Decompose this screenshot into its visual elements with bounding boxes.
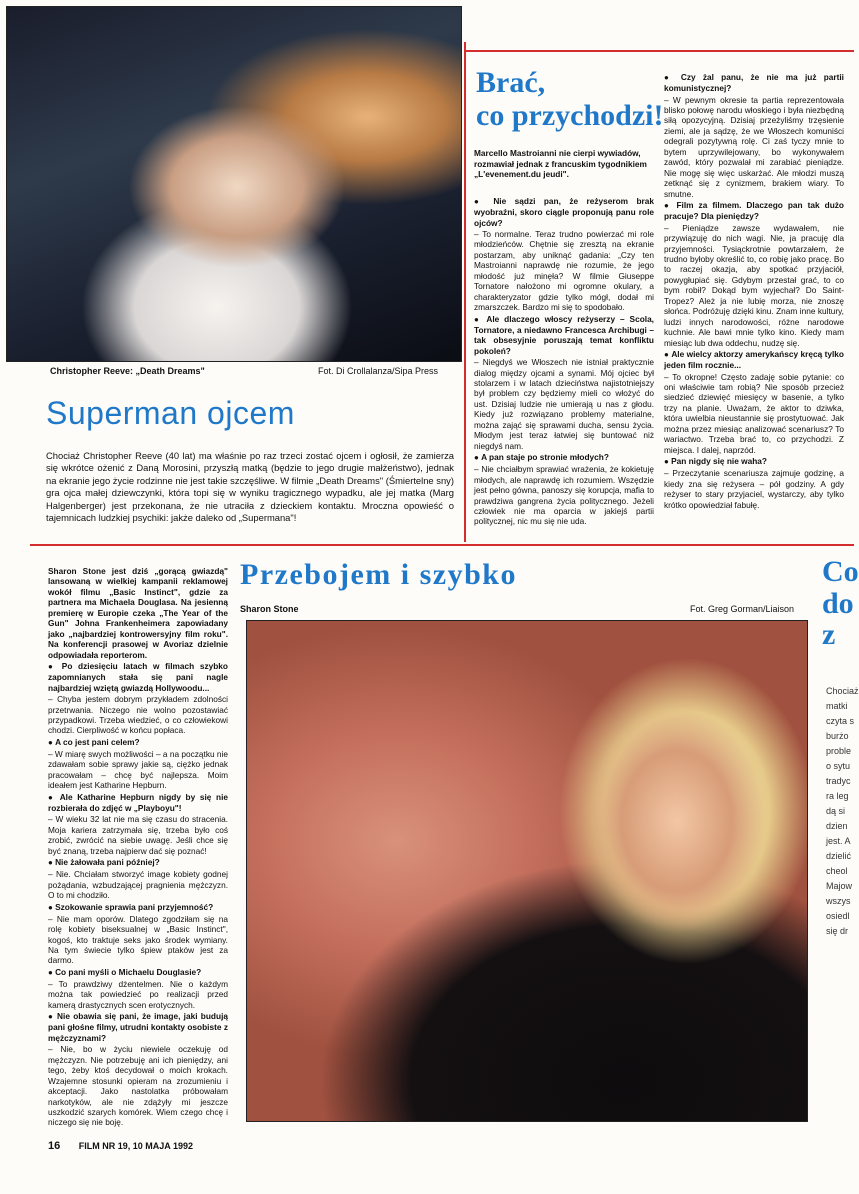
interview-answer: – W pewnym okresie ta partia reprezentowała blisko połowę narodu włoskiego i była niezbędną siłą opozycyjną. Dzisiaj przeżyliśmy trzęsienie ziemi, ale ja sądzę, że we Włoszech komuniści odegrali pozytywną rolę. Ci zaś tyczy mnie to bytem uprzywilejowany, bo wykonywałem zawód, który pozwalał mi zarabiać pieniądze. Nie mogę się więc uskarżać. Ale młodzi muszą zetknąć się z cynizmem, brakiem wiary. To smutne. <box>664 94 844 199</box>
interview-question: ● Ale Katharine Hepburn nigdy by się nie rozbierała do zdjęć w „Playboyu"! <box>48 792 228 814</box>
interview-question: ● Nie żałowała pani później? <box>48 857 228 868</box>
fragment-line: się dr <box>826 926 849 936</box>
page-footer <box>48 1140 193 1152</box>
fragment-line: ra leg <box>826 791 849 801</box>
fragment-line: osiedl <box>826 911 850 921</box>
sharon-stone-photo <box>246 620 808 1122</box>
next-article-headline-fragment <box>822 555 859 651</box>
reeve-photo-credit: Fot. Di Crollalanza/Sipa Press <box>318 366 439 376</box>
interview-question: ● Ale dlaczego włoscy reżyserzy – Scola, Tornatore, a niedawno Francesca Archibugi – tak obsesyjnie poruszają temat konfliktu pokoleń? <box>474 314 654 356</box>
mastroianni-headline-line2: co przychodzi! <box>476 99 664 132</box>
stone-photo-caption: Sharon Stone <box>240 604 299 614</box>
interview-answer: – Nie. Chciałam stworzyć image kobiety godnej pożądania, wzbudzającej pragnienia mężczyzn. O to mi chodziło. <box>48 869 228 901</box>
issue-info: FILM NR 19, 10 MAJA 1992 <box>78 1141 193 1151</box>
interview-question: ● A pan staje po stronie młodych? <box>474 452 654 463</box>
interview-question: ● Co pani myśli o Michaelu Douglasie? <box>48 967 228 978</box>
superman-body: Chociaż Christopher Reeve (40 lat) ma właśnie po raz trzeci zostać ojcem i ogłosił, że zamierza się wkrótce ożenić z Daną Morosini, przyszłą matką (będzie to jego drugie małżeństwo), jednak na ekranie jego życie rodzinne nie jest takie szczęśliwe. W filmie „Death Dreams" (Śmiertelne sny) gra ojca małej dziewczynki, która topi się w wyniku tragicznego wypadku, ale jej matka (Marg Halgenberger) jest przekonana, że nie utraciła z dzieckiem kontaktu. Mroczna opowieść o tajemnicach ludzkiej psychiki: jakże daleko od „Supermana"! <box>46 450 454 524</box>
fragment-line: proble <box>826 746 852 756</box>
fragment-line: jest. A <box>826 836 851 846</box>
interview-question: ● Film za filmem. Dlaczego pan tak dużo pracuje? Dla pieniędzy? <box>664 200 844 222</box>
fragment-line: tradyc <box>826 776 851 786</box>
interview-answer: – Nie, bo w życiu niewiele oczekuję od mężczyzn. Nie potrzebuję ani ich pieniędzy, ani tego, żeby ktoś decydował o moich krokach. Wzajemne stosunki opieram na zrozumieniu i akceptacji. Jako nastolatka próbowałam narkotyków, ale nie zdążyły mi jeszcze uszkodzić szarych komórek. Wiem czego chcę i niczego się nie boję. <box>48 1044 228 1128</box>
page-number: 16 <box>48 1140 61 1152</box>
interview-answer: – Nie mam oporów. Dlatego zgodziłam się na rolę kobiety biseksualnej w „Basic Instinct", kogoś, kto traktuje seks jako środek wymiany. Na tym świecie tylko śpiew ptaków jest za darmo. <box>48 913 228 966</box>
fragment-line: czyta s <box>826 716 855 726</box>
interview-question: ● Nie obawia się pani, że image, jaki budują pani głośne filmy, utrudni kontakty osobiste z mężczyznami? <box>48 1011 228 1043</box>
mastroianni-lead: Marcello Mastroianni nie cierpi wywiadów, rozmawiał jednak z francuskim tygodnikiem „L'evenement.du jeudi". <box>474 148 647 180</box>
stone-photo-credit: Fot. Greg Gorman/Liaison <box>690 604 795 614</box>
fragment-line: burżo <box>826 731 849 741</box>
interview-answer: – Pieniądze zawsze wydawałem, nie przywiązuję do nich wagi. Nie, ja pracuję dla przyjemności. Tysiąckrotnie powtarzałem, że trudno byłoby określić to, co robię jako pracę. Bo to raczej okazja, aby spotkać przyjaciół, powygłupiać się. Gdybym przestał grać, to co bym robił? Dokąd bym wyjechał? Do Saint-Tropez? Ależ ja nie lubię morza, nie znoszę słońca. Podróżuję dzięki kinu. Znam inne kultury, ludzi innych narodowości, różne narodowe kuchnie. Ale bawi mnie tylko kino. Kiedy mam miesiąc lub dwa oddechu, nudzę się. <box>664 222 844 348</box>
interview-question: ● Po dziesięciu latach w filmach szybko zapomnianych stała się pani nagle najbardziej wziętą gwiazdą Hollywoodu... <box>48 661 228 693</box>
fragment-line: dą si <box>826 806 846 816</box>
fragment-line: Majow <box>826 881 853 891</box>
interview-answer: – Przeczytanie scenariusza zajmuje godzinę, a kiedy zna się reżysera – pół godziny. A gdy reżyser to stary przyjaciel, wystarczy, aby tylko krótko opowiedział fabułę. <box>664 468 844 510</box>
fragment-line: matki <box>826 701 848 711</box>
stone-interview-column <box>48 566 228 1129</box>
interview-answer: – To normalne. Teraz trudno powierzać mi role młodzieńców. Chętnie się zresztą na ekranie postarzam, aby uniknąć gadania: „Czy ten Mastroianni naprawdę nie rozumie, że jego młodość już minęła? W filmie Giuseppe Tornatore nałożono mi ogromne okulary, a charakteryzator gdzie tylko mógł, dodał mi zmarszczek. Bardzo mi się to spodobało. <box>474 228 654 313</box>
interview-question: ● Nie sądzi pan, że reżyserom brak wyobraźni, skoro ciągle proponują panu role ojców? <box>474 196 654 228</box>
interview-question: ● Czy żal panu, że nie ma już partii komunistycznej? <box>664 72 844 94</box>
interview-answer: – Nie chciałbym sprawiać wrażenia, że kokietuję młodych, ale naprawdę ich rozumiem. Wszędzie jest pełno gówna, panoszy się korupcja, mafia to prawdziwa gangrena życia politycznego. Jeżeli człowiek nie ma oparcia w jakiejś partii politycznej, nic mu się nie uda. <box>474 464 654 527</box>
page-divider-rule <box>30 544 854 546</box>
fragment-line: o sytu <box>826 761 851 771</box>
interview-answer: – To prawdziwy dżentelmen. Nie o każdym można tak powiedzieć po realizacji przed kamerą drastycznych scen erotycznych. <box>48 978 228 1010</box>
reeve-photo-caption: Christopher Reeve: „Death Dreams" <box>50 366 205 376</box>
top-vertical-rule <box>464 42 466 542</box>
fragment-line: dzielić <box>826 851 852 861</box>
interview-question: ● Pan nigdy się nie waha? <box>664 456 844 467</box>
interview-question: ● Ale wielcy aktorzy amerykańscy kręcą tylko jeden film rocznie... <box>664 349 844 371</box>
next-article-text-fragment <box>826 684 859 939</box>
interview-answer: – W miarę swych możliwości – a na początku nie zdawałam sobie sprawy jakie są, ciężko jednak pracowałam – chcę być najlepsza. Moim ideałem jest Katharine Hepburn. <box>48 748 228 791</box>
fragment-line: cheol <box>826 866 848 876</box>
mastroianni-column-1 <box>474 196 654 528</box>
interview-answer: – To okropne! Często zadaję sobie pytanie: co oni właściwie tam robią? Nie sposób przecież siedzieć dziewięć miesięcy w basenie, a tylko trzy na planie. Uważam, że aktor to dziwka, która uwielbia nieustannie się prostytuować. Jak można przez miesiąc analizować scenariusz? To wariactwo. Trzeba brać to, co przychodzi. Z miejsca. I dalej, naprzód. <box>664 371 844 455</box>
fragment-line: wszys <box>826 896 851 906</box>
mastroianni-top-rule <box>464 50 854 52</box>
interview-answer: – Chyba jestem dobrym przykładem zdolności przetrwania. Niczego nie wolno pozostawiać przypadkowi. Trzeba wiedzieć, o co człowiekowi chodzi. Cierpliwość w końcu popłaca. <box>48 694 228 736</box>
next-title-line-1: Co <box>822 555 859 588</box>
stone-headline: Przebojem i szybko <box>240 558 517 591</box>
mastroianni-headline-line1: Brać, <box>476 66 546 99</box>
next-title-line-2: do <box>822 586 854 620</box>
interview-question: ● A co jest pani celem? <box>48 737 228 748</box>
interview-answer: – Niegdyś we Włoszech nie istniał praktycznie dialog między ojcami a synami. Mój ojciec był stolarzem i w latach dzieciństwa najistotniejszy był problem czy będziemy mieli co włożyć do ust. Dzisiaj ludzie nie umierają u nas z głodu. Kiedy już rozwiązano problemy materialne, można zająć się sprawami ducha, sensu życia. Młodym jest teraz łatwiej się buntować niż niegdyś nam. <box>474 357 654 451</box>
fragment-line: dzien <box>826 821 848 831</box>
mastroianni-headline <box>476 66 663 132</box>
interview-answer: Sharon Stone jest dziś „gorącą gwiazdą" lansowaną w wielkiej kampanii reklamowej wokół filmu „Basic Instinct", gdzie za partnera ma Michaela Douglasa. Na jesienną premierę w Europie czeka „The Year of the Gun" Johna Frankenheimera zapowiadany jako „najbardziej kontrowersyjny film roku". Na konferencji prasowej w Avoriaz dzielnie odpowiadała reporterom. <box>48 566 228 660</box>
mastroianni-column-2 <box>664 72 844 511</box>
interview-answer: – W wieku 32 lat nie ma się czasu do stracenia. Moja kariera zatrzymała się, trzeba było coś zrobić, zwrócić na siebie uwagę. Jeśli chce się być znaną, trzeba najpierw dać się poznać! <box>48 814 228 856</box>
fragment-line: Chociaż <box>826 686 859 696</box>
christopher-reeve-photo <box>6 6 462 362</box>
superman-headline: Superman ojcem <box>46 395 295 431</box>
next-title-line-3: z <box>822 618 836 651</box>
interview-question: ● Szokowanie sprawia pani przyjemność? <box>48 902 228 913</box>
